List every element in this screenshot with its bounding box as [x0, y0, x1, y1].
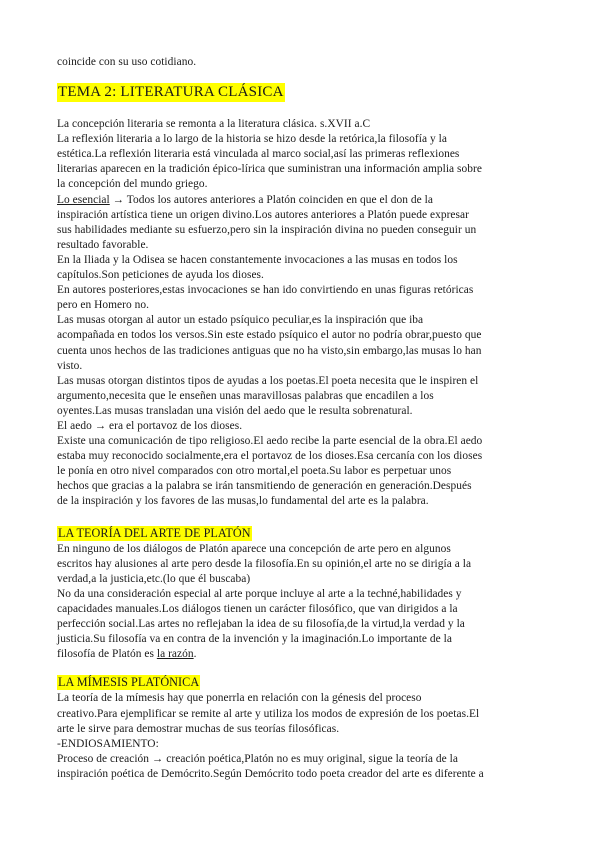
section-title-tema-2: TEMA 2: LITERATURA CLÁSICA: [58, 84, 284, 101]
paragraph-line: de la inspiración y los favores de las musas,lo fundamental del arte es la palabra.: [57, 495, 429, 508]
paragraph-line: inspiración poética de Demócrito.Según Demócrito todo poeta creador del arte es diferente a: [57, 767, 484, 780]
paragraph-line: La teoría de la mímesis hay que ponerrla en relación con la génesis del proceso: [57, 692, 422, 705]
razon-suffix: .: [193, 648, 197, 661]
section-3-body: [57, 691, 549, 782]
paragraph-line: estaba muy reconocido socialmente,era el portavoz de los dioses.Esa cercanía con los dioses: [57, 450, 483, 463]
paragraph-line: literarias aparecen en la tradición épico-lírica que suministran una información amplia sobre: [57, 163, 482, 176]
document-page: [57, 55, 549, 782]
section-2-body: [57, 542, 549, 663]
paragraph-line: resultado favorable.: [57, 238, 149, 251]
razon-prefix: filosofía de Platón es: [57, 648, 157, 661]
paragraph-line: En la Iliada y la Odisea se hacen constantemente invocaciones a las musas en todos los: [57, 253, 458, 266]
paragraph-line: argumento,necesita que le enseñen unas maravillosas palabras que encadilen a los: [57, 389, 434, 402]
paragraph-line: Las musas otorgan al autor un estado psíquico peculiar,es la inspiración que iba: [57, 314, 424, 327]
paragraph-line: En autores posteriores,estas invocaciones se han ido convirtiendo en unas figuras retóricas: [57, 284, 474, 297]
paragraph-line: escritos hay alusiones al arte pero desde la filosofía.En su opinión,el arte no se dirigía a la: [57, 557, 472, 570]
paragraph-line: -ENDIOSAMIENTO:: [57, 737, 159, 750]
paragraph-line: Proceso de creación → creación poética,Platón no es muy original, sigue la teoría de la: [57, 752, 458, 765]
paragraph-line: pero en Homero no.: [57, 299, 149, 312]
paragraph-line: capacidades manuales.Los diálogos tienen un carácter filosófico, que van dirigidos a la: [57, 603, 458, 615]
paragraph-line: sus habilidades mediante su esfuerzo,pero sin la inspiración divina no pueden conseguir un: [57, 223, 477, 236]
paragraph-line: oyentes.Las musas transladan una visión del aedo que le resulta sobrenatural.: [57, 404, 413, 417]
razon-line: [57, 647, 549, 662]
paragraph-line: cuenta unos hechos de las tradiciones antiguas que no ha visto,sin embargo,las musas lo han: [57, 344, 482, 357]
paragraph-line: No da una consideración especial al arte porque incluye al arte a la techné,habilidades y: [57, 587, 462, 600]
paragraph-line: verdad,a la justicia,etc.(lo que él buscaba): [57, 572, 251, 585]
paragraph-line: inspiración artística tiene un origen divino.Los autores anteriores a Platón puede expresar: [57, 208, 469, 221]
intro-line: coincide con su uso cotidiano.: [57, 56, 197, 68]
esencial-label: Lo esencial: [57, 193, 110, 206]
paragraph-line: Existe una comunicación de tipo religioso.El aedo recibe la parte esencial de la obra.El aedo: [57, 435, 483, 448]
paragraph-line: visto.: [57, 359, 83, 372]
razon-underlined: la razón: [156, 648, 194, 661]
paragraph-line: le ponía en otro nivel comparados con otro mortal,el poeta.Su labor es perpetuar unos: [57, 465, 452, 478]
paragraph-line: creativo.Para ejemplificar se remite al arte y utiliza los modos de expresión de los poetas.El: [57, 707, 480, 720]
esencial-text: → Todos los autores anteriores a Platón coinciden en que el don de la: [109, 193, 433, 206]
section-1-body: [57, 117, 549, 509]
paragraph-line: La concepción literaria se remonta a la literatura clásica. s.XVII a.C: [57, 118, 371, 131]
paragraph-line: estética.La reflexión literaria está vinculada al marco social,así las primeras reflexiones: [57, 148, 460, 161]
paragraph-line: arte le sirve para demostrar muchas de sus teorías filosóficas.: [57, 722, 340, 735]
paragraph-line: En ninguno de los diálogos de Platón aparece una concepción de arte pero en algunos: [57, 542, 451, 555]
paragraph-line: El aedo → era el portavoz de los dioses.: [57, 419, 243, 432]
paragraph-line: La reflexión literaria a lo largo de la historia se hizo desde la retórica,la filosofía y la: [57, 133, 447, 146]
section-title-mimesis-platonica: LA MÍMESIS PLATÓNICA: [58, 675, 200, 690]
paragraph-line: Las musas otorgan distintos tipos de ayudas a los poetas.El poeta necesita que le inspiren el: [57, 374, 479, 387]
section-title-teoria-arte-platon: LA TEORÍA DEL ARTE DE PLATÓN: [58, 525, 251, 540]
esencial-line: [57, 193, 549, 208]
paragraph-line: hechos que gracias a la palabra se irán tansmitiendo de generación en generación.Después: [57, 480, 472, 493]
paragraph-line: perfección social.Las artes no reflejaban la idea de su filosofía,de la virtud,la verdad y la: [57, 618, 465, 631]
paragraph-line: la concepción del mundo griego.: [57, 178, 208, 191]
paragraph-line: capítulos.Son peticiones de ayuda los dioses.: [57, 269, 264, 282]
paragraph-line: acompañada en todos los versos.Sin este estado psíquico el autor no podría obrar,puesto que: [57, 329, 482, 342]
paragraph-line: justicia.Su filosofía va en contra de la invención y la imaginación.Lo importante de la: [57, 633, 452, 646]
